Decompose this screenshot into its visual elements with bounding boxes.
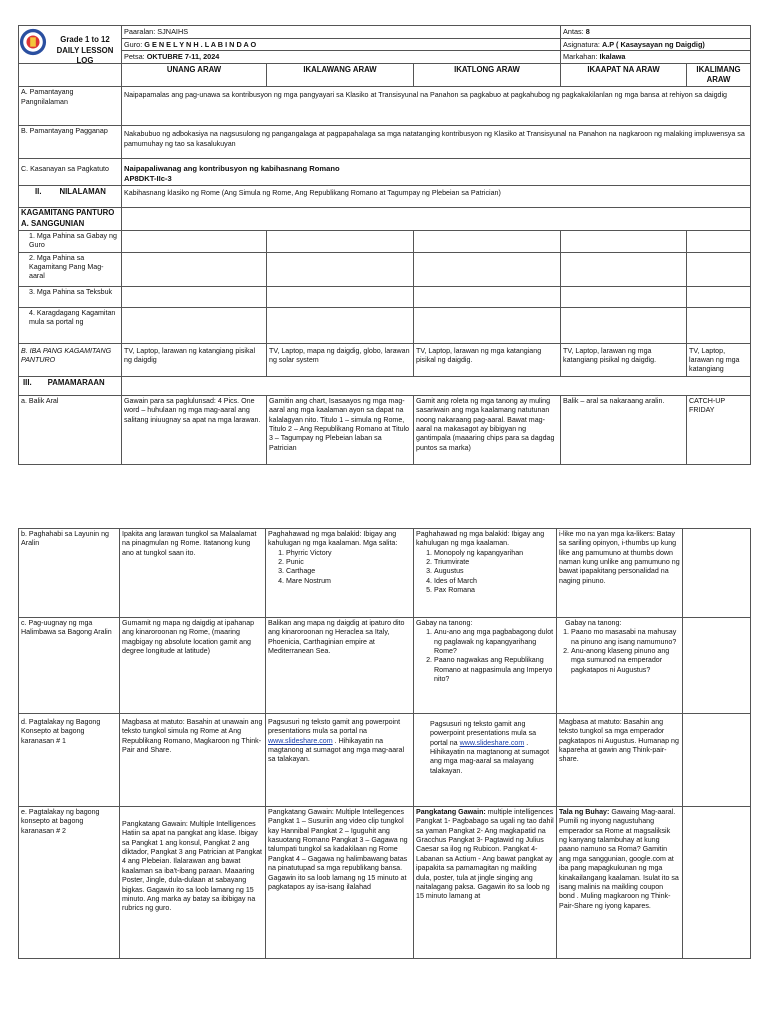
list-item: 1. Monopoly ng kapangyarihan — [434, 549, 554, 558]
list-item: 1. Anu-ano ang mga pagbabagong dulot ng paglawak ng kapangyarihang Rome? — [434, 628, 554, 656]
pagtalakay1-4: Magbasa at matuto: Basahin ang teksto tungkol sa mga emperador pagkatapos ni Augustus. Humanap ng kapareha at gawin ang Think-pair-share. — [557, 714, 683, 807]
paguugnay-label: c. Pag-uugnay ng mga Halimbawa sa Bagong Aralin — [19, 618, 120, 714]
kasanayan-code: AP8DKT-IIc-3 — [124, 174, 172, 184]
antas-cell — [561, 26, 751, 39]
list-item: 1. Paano mo masasabi na mahusay na pinuno ang isang namumuno? — [571, 628, 680, 647]
paghahabi-3 — [414, 529, 557, 618]
petsa-label: Petsa: — [124, 52, 145, 62]
paguugnay-3 — [414, 618, 557, 714]
grade-level: Grade 1 to 12 — [60, 35, 110, 44]
list-item: 2. Punic — [286, 558, 411, 567]
pamamaraan-num: III. — [23, 377, 32, 387]
balik-aral-4: Balik – aral sa nakaraang aralin. — [561, 395, 687, 464]
log-title-2: LOG — [76, 56, 94, 64]
paghahabi-label: b. Paghahabi sa Layunin ng Aralin — [19, 529, 120, 618]
blank-cell — [561, 231, 687, 253]
nilalaman-label: NILALAMAN — [59, 187, 106, 197]
pagtalakay2-label: e. Pagtalakay ng bagong konsepto at bagong karanasan # 2 — [19, 807, 120, 959]
pamantayang-pangnilalaman: Naipapamalas ang pag-unawa sa kontribusyon ng mga pangyayari sa Klasiko at Transisyunal na Panahon sa pagkabuo at pagkahubog ng pagkakakilanlan ng mga bansa at rehiyon sa daigdig — [122, 87, 751, 126]
sanggunian-item-4: 4. Karagdagang Kagamitan mula sa portal ng — [19, 307, 122, 343]
balik-aral-3: Gamit ang roleta ng mga tanong ay muling sasariwain ang mga kaalamang natutunan noong nakaraang pag-aaral. Bawat mag-aaral na makasagot ay bibigyan ng gantimpala (maaaring chips para sa dagdag puntos sa marka) — [414, 395, 561, 464]
kagamitan-label: KAGAMITANG PANTURO — [21, 208, 115, 218]
list-item: 3. Augustus — [434, 567, 554, 576]
paghahabi-3-intro: Paghahawad ng mga balakid: Ibigay ang kahulugan ng mga kaalaman. — [416, 530, 545, 548]
blank-cell — [683, 807, 751, 959]
day-header-4: IKAAPAT NA ARAW — [561, 63, 687, 87]
blank-cell — [267, 252, 414, 286]
petsa-value: OKTUBRE 7-11, 2024 — [146, 52, 220, 62]
blank-cell — [267, 231, 414, 253]
pamantayang-pangnilalaman-label: A. Pamantayang Pangnilalaman — [19, 87, 122, 126]
list-item: 2. Triumvirate — [434, 558, 554, 567]
pagtalakay2-3-text: multiple intelligences Pangkat 1- Pagbabago sa ugali ng tao dahil sa yaman Pangkat 2- Ang magkapatid na Gracchus Pangkat 3- Pagtawid ng Julius Caesar sa ilog ng Rubicon. Pangkat 4- Labanan sa Actium - Ang bawat pangkat ay ipapakita sa pamamagitan ng maikling dula, poster, tula at jingle singing ang naitalagang paksa. Gagawin ito sa loob ng 15 minuto lamang at — [416, 808, 554, 901]
blank-cell — [414, 252, 561, 286]
balik-aral-2: Gamitin ang chart, Isasaayos ng mga mag- aaral ang mga kaalaman ayon sa dapat na kalalagyan nito. Titulo 1 – simula ng Rome, Titulo 2 – Ang Republikang Romano at Titulo 3 – Tagumpay ng Plebeian laban sa Patrician — [267, 395, 414, 464]
blank-cell — [414, 286, 561, 307]
paguugnay-1: Gumamit ng mapa ng daigdig at ipahanap ang kinaroroonan ng Rome, (maaring magbigay ng absolute location gamit ang degree longitude at latitude) — [120, 618, 266, 714]
pamantayang-pagganap-label: B. Pamantayang Pagganap — [19, 126, 122, 159]
deped-seal-icon — [19, 28, 47, 56]
blank-cell — [561, 286, 687, 307]
iba-pang-5: TV, Laptop, larawan ng mga katangiang — [687, 343, 751, 376]
blank-cell — [561, 252, 687, 286]
markahan-label: Markahan: — [563, 52, 598, 62]
pagtalakay2-4-title: Tala ng Buhay: — [559, 808, 610, 816]
kasanayan-cell — [122, 159, 751, 186]
paguugnay-4-intro: Gabay na tanong: — [565, 619, 622, 627]
paghahabi-3-list — [416, 549, 554, 596]
pamamaraan-label-cell — [19, 376, 122, 395]
balik-aral-label: a. Balik Aral — [19, 395, 122, 464]
petsa-cell — [122, 51, 561, 64]
pagtalakay1-2-text-b: . Hihikayatin na magtanong at sumagot ang mga mag-aaral sa talakayan. — [268, 736, 405, 764]
kasanayan-label: C. Kasanayan sa Pagkatuto — [19, 159, 122, 186]
paguugnay-2: Balikan ang mapa ng daigdig at ipaturo dito ang kinaroroonan ng Heraclea sa Italy, Phoenicia, Carthaginian empire at Mediterranean Sea. — [266, 618, 414, 714]
nilalaman: Kabihasnang klasiko ng Rome (Ang Simula ng Rome, Ang Republikang Romano at Tagumpay ng Plebeian sa Patrician) — [122, 186, 751, 208]
list-item: 1. Phyrric Victory — [286, 549, 411, 558]
iba-pang-1: TV, Laptop, larawan ng katangiang pisikal ng daigdig — [122, 343, 267, 376]
kagamitan-blank — [122, 208, 751, 231]
day-header-2: IKALAWANG ARAW — [267, 63, 414, 87]
slideshare-link[interactable]: www.slideshare.com — [459, 738, 525, 747]
paghahabi-2-intro: Paghahawad ng mga balakid: Ibigay ang kahulugan ng mga kaalaman. Mga salita: — [268, 530, 398, 548]
blank-cell — [122, 286, 267, 307]
blank-cell — [267, 286, 414, 307]
log-title: DAILY LESSON — [56, 45, 114, 55]
blank-cell — [414, 307, 561, 343]
iba-pang-4: TV, Laptop, larawan ng mga katangiang pisikal ng daigdig. — [561, 343, 687, 376]
pagtalakay2-3-title: Pangkatang Gawain: — [416, 808, 486, 816]
blank-cell — [683, 618, 751, 714]
list-item: 3. Carthage — [286, 567, 411, 576]
paguugnay-4-list — [559, 628, 680, 675]
kagamitan-cell — [19, 208, 122, 231]
asignatura-label: Asignatura: — [563, 39, 600, 49]
paghahabi-2-list — [268, 549, 411, 586]
day-header-5: IKALIMANG ARAW — [687, 63, 751, 87]
nilalaman-num: II. — [35, 187, 42, 197]
pagtalakay1-2-text: Pagsusuri ng teksto gamit ang powerpoint presentations mula sa portal na — [268, 718, 401, 736]
antas-value: 8 — [585, 27, 590, 36]
blank-cell — [122, 252, 267, 286]
guro-value: G E N E L Y N H . L A B I N D A O — [144, 39, 257, 49]
list-item: 4. Ides of March — [434, 577, 554, 586]
day-blank — [19, 63, 122, 87]
iba-pang-2: TV, Laptop, mapa ng daigdig, globo, larawan ng solar system — [267, 343, 414, 376]
pagtalakay1-1: Magbasa at matuto: Basahin at unawain ang teksto tungkol simula ng Rome at Ang Republikang Romano, Magkaroon ng Think- Pair and Share. — [120, 714, 266, 807]
pagtalakay1-3-text-b: . Hihikayatin na magtanong at sumagot ang mga mag-aaral sa malayang talakayan. — [430, 738, 550, 775]
pagtalakay2-2: Pangkatang Gawain: Multiple Intellegences Pangkat 1 – Susuriin ang video clip tungkol kay Hannibal Pangkat 2 – Iguguhit ang kasuotang Romano Pangkat 3 – Gagawa ng talumpati tungkol sa kadakilaan ng Rome Pangkat 4 – Gagawa ng halimbawang batas na pinatutupad sa mga republikang bansa. Gagawin ito sa loob lamang ng 15 minuto at pagkatapos ay isa-isang ilalahad — [266, 807, 414, 959]
sanggunian-label: A. SANGGUNIAN — [21, 218, 85, 228]
pagtalakay1-2 — [266, 714, 414, 807]
day-header-1: UNANG ARAW — [122, 63, 267, 87]
pagtalakay2-4-text: Gawaing Mag-aaral. Pumili ng inyong nagustuhang emperador sa Rome at magsaliksik ng kanyang talambuhay at kung paano namuno sa Roma? Gamitin ang mga sanggunian, google.com at iba pang mapagkukunan ng mga kinakailangang kaalaman. Isulat ito sa isang malinis na maikling coupon bond . Muling magkaroon ng Think-Pair-Share ng iyong kapares. — [559, 808, 679, 910]
asignatura-cell — [561, 38, 751, 51]
slideshare-link[interactable]: www.slideshare.com — [268, 736, 333, 745]
sanggunian-item-1: 1. Mga Pahina sa Gabay ng Guro — [19, 231, 122, 253]
asignatura-value: A.P ( Kasaysayan ng Daigdig) — [601, 39, 705, 49]
nilalaman-label-cell — [19, 186, 122, 208]
blank-cell — [414, 231, 561, 253]
blank-cell — [561, 307, 687, 343]
paghahabi-4: i-like mo na yan mga ka-likers: Batay sa sariling opinyon, i-thumbs up kung like ang pamumuno at thumbs down naman kung unlike ang pamumuno ng bawat ipapakitang personalidad na naging pinuno. — [557, 529, 683, 618]
paghahabi-1: Ipakita ang larawan tungkol sa Malaalamat na pinagmulan ng Rome. Itatanong kung ano at tungkol saan ito. — [120, 529, 266, 618]
pamamaraan-blank — [122, 376, 751, 395]
blank-cell — [122, 231, 267, 253]
iba-pang-label: B. IBA PANG KAGAMITANG PANTURO — [19, 343, 122, 376]
sanggunian-item-2: 2. Mga Pahina sa Kagamitang Pang Mag- aaral — [19, 252, 122, 286]
list-item: 4. Mare Nostrum — [286, 577, 411, 586]
antas-label: Antas: — [563, 27, 584, 36]
blank-cell — [122, 307, 267, 343]
blank-cell — [687, 286, 751, 307]
pagtalakay1-label: d. Pagtalakay ng Bagong Konsepto at bagong karanasan # 1 — [19, 714, 120, 807]
pagtalakay1-3-text: Pagsusuri ng teksto gamit ang powerpoint presentations mula sa portal na — [430, 720, 537, 747]
blank-cell — [687, 252, 751, 286]
pagtalakay2-4 — [557, 807, 683, 959]
pagtalakay1-3 — [414, 714, 557, 807]
markahan-cell — [561, 51, 751, 64]
pamamaraan-label: PAMAMARAAN — [47, 377, 105, 387]
paghahabi-2 — [266, 529, 414, 618]
blank-cell — [687, 307, 751, 343]
list-item: 5. Pax Romana — [434, 586, 554, 595]
pamantayang-pagganap: Nakabubuo ng adbokasiya na nagsusulong ng pangangalaga at pagpapahalaga sa mga natatanging kontribusyon ng Klasiko at Transisyunal na Panahon na nagkaroon ng malaking impluwensya sa pamumuhay ng tao sa kasalukuyan — [122, 126, 751, 159]
list-item: 2. Anu-anong klaseng pinuno ang mga sumunod na emperador pagkatapos ni Augustus? — [571, 647, 680, 675]
pagtalakay2-1: Pangkatang Gawain: Multiple Intelligences Hatiin sa apat na pangkat ang klase. Ibigay sa Pangkat 1 ang konsul, Pangkat 2 ang diktador, Pangkat 3 ang Patrician at Pangkat 4 ang Plebeian. Ilalarawan ang bawat kaalaman sa iba't-ibang paraan. Maaaring Poster, Jingle, dula-dulaan at sabayang bigkas. Gagawin ito sa loob lamang ng 15 minuto. Ang marka ay batay sa ibibigay na rubrics ng guro. — [120, 807, 266, 959]
sanggunian-item-3: 3. Mga Pahina sa Teksbuk — [19, 286, 122, 307]
paaralan-value: SJNAIHS — [157, 27, 189, 36]
dll-table-2 — [18, 528, 751, 959]
paaralan-cell — [122, 26, 561, 39]
day-header-3: IKATLONG ARAW — [414, 63, 561, 87]
paguugnay-4 — [557, 618, 683, 714]
list-item: 2. Paano nagwakas ang Republikang Romano at nagpasimula ang Imperyo nito? — [434, 656, 554, 684]
blank-cell — [267, 307, 414, 343]
paguugnay-3-list — [416, 628, 554, 684]
pagtalakay2-3 — [414, 807, 557, 959]
balik-aral-5: CATCH-UP FRIDAY — [687, 395, 751, 464]
guro-label: Guro: — [124, 39, 143, 49]
balik-aral-1: Gawain para sa paglulunsad: 4 Pics. One word – huhulaan ng mga mag-aaral ang salitang iniuugnay sa apat na mga larawan. — [122, 395, 267, 464]
paaralan-label: Paaralan: — [124, 27, 156, 36]
blank-cell — [687, 231, 751, 253]
markahan-value: Ikalawa — [599, 52, 626, 62]
school-logo-cell — [19, 26, 122, 64]
blank-cell — [683, 529, 751, 618]
paguugnay-3-intro: Gabay na tanong: — [416, 619, 473, 627]
kasanayan: Naipapaliwanag ang kontribusyon ng kabihasnang Romano — [124, 164, 340, 174]
blank-cell — [683, 714, 751, 807]
dll-table-1 — [18, 25, 751, 465]
guro-cell — [122, 38, 561, 51]
iba-pang-3: TV, Laptop, larawan ng mga katangiang pisikal ng daigdig. — [414, 343, 561, 376]
